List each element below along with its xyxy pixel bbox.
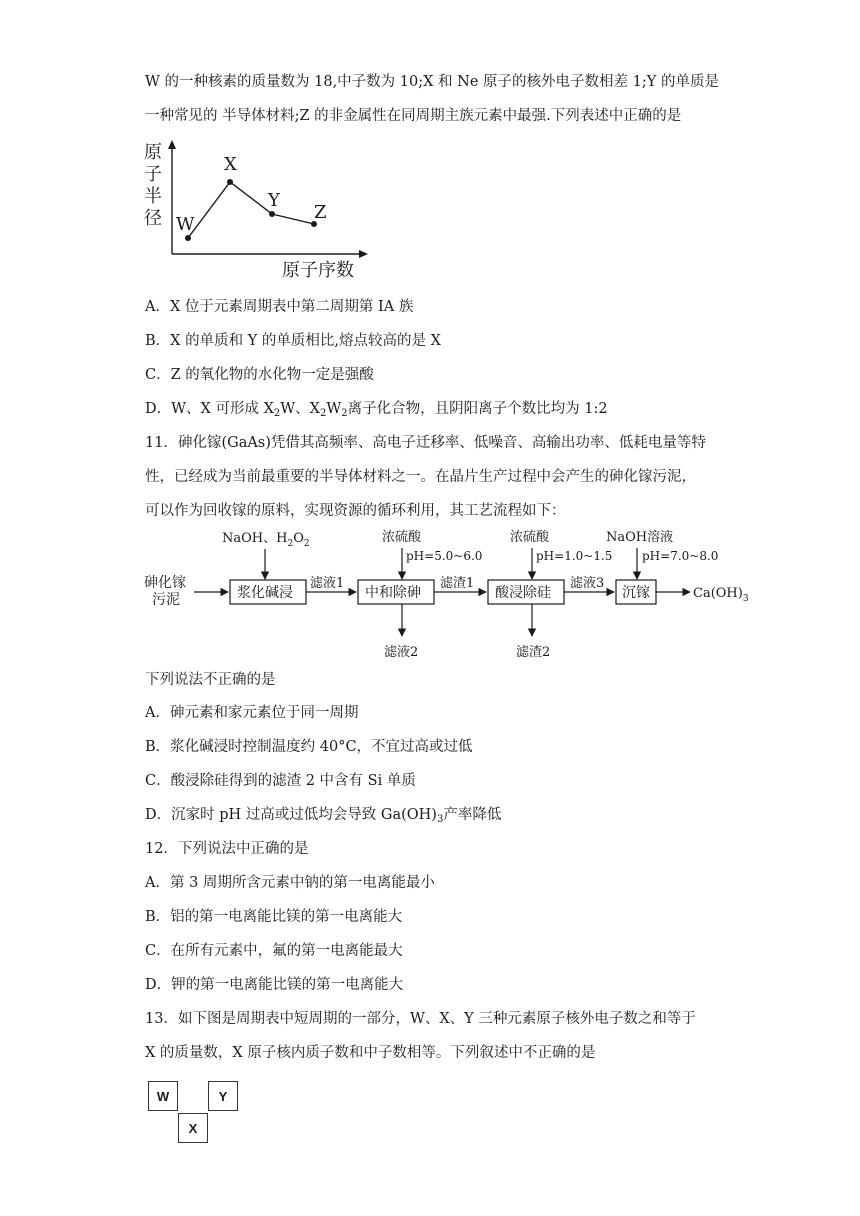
q12-option-a: A．第 3 周期所含元素中钠的第一电离能最小 <box>145 875 435 891</box>
q10-option-b: B．X 的单质和 Y 的单质相比,熔点较高的是 X <box>145 333 441 349</box>
flow-ph2: pH=5.0~6.0 <box>406 549 483 563</box>
q10-stem-line2: 一种常见的 半导体材料;Z 的非金属性在同周期主族元素中最强.下列表述中正确的是 <box>145 108 682 124</box>
flow-residue1: 滤渣1 <box>440 576 475 591</box>
flow-reagent3: 浓硫酸 <box>510 530 550 545</box>
flow-raw-line1: 砷化镓 <box>144 575 186 591</box>
periodic-cell-w: W <box>148 1081 178 1111</box>
q11-ask: 下列说法不正确的是 <box>145 672 276 688</box>
flow-reagent2: 浓硫酸 <box>382 530 422 545</box>
chart-xlabel: 原子序数 <box>282 260 354 281</box>
q10-option-a: A．X 位于元素周期表中第二周期第 IA 族 <box>145 299 414 315</box>
chart-point-label-w: W <box>176 214 195 235</box>
chart-series-line <box>188 182 314 238</box>
chart-ylabel-4: 径 <box>144 208 162 229</box>
q11-option-c: C．酸浸除硅得到的滤渣 2 中含有 Si 单质 <box>145 773 416 789</box>
chart-ylabel-3: 半 <box>144 186 162 207</box>
chart-point-w <box>185 235 191 241</box>
q12-option-d: D．钾的第一电离能比镁的第一电离能大 <box>145 977 404 993</box>
periodic-cell-y: Y <box>208 1081 238 1111</box>
flow-step3-label: 酸浸除硅 <box>495 585 551 601</box>
chart-point-x <box>227 179 233 185</box>
q11-option-b: B．浆化碱浸时控制温度约 40°C，不宜过高或过低 <box>145 739 473 755</box>
chart-point-label-x: X <box>224 154 237 175</box>
q13-stem-line2: X 的质量数，X 原子核内质子数和中子数相等。下列叙述中不正确的是 <box>145 1045 596 1061</box>
chart-ylabel-1: 原 <box>144 142 162 163</box>
flow-product: $Ca(OH)_3$ <box>693 586 749 604</box>
flow-reagent4: NaOH溶液 <box>606 530 674 545</box>
q13-stem-line1: 13．如下图是周期表中短周期的一部分，W、X、Y 三种元素原子核外电子数之和等于 <box>145 1011 696 1027</box>
flow-step2-label: 中和除砷 <box>365 585 421 601</box>
chart-y-arrow <box>168 140 176 149</box>
flow-filtrate3: 滤液3 <box>570 576 605 591</box>
chart-ylabel-2: 子 <box>144 164 162 185</box>
q11-stem-line1: 11．砷化镓(GaAs)凭借其高频率、高电子迁移率、低噪音、高输出功率、低耗电量等特 <box>145 435 706 451</box>
q11-stem-line3: 可以作为回收镓的原料，实现资源的循环利用，其工艺流程如下： <box>145 503 566 519</box>
periodic-cell-x: X <box>178 1113 208 1143</box>
q11-option-a: A．砷元素和家元素位于同一周期 <box>145 705 359 721</box>
flow-ph3: pH=1.0~1.5 <box>536 549 613 563</box>
q12-option-c: C．在所有元素中，氟的第一电离能最大 <box>145 943 403 959</box>
q10-option-c: C．Z 的氧化物的水化物一定是强酸 <box>145 367 374 383</box>
chart-point-label-y: Y <box>268 190 280 211</box>
flow-step1-label: 浆化碱浸 <box>237 585 293 601</box>
flow-step4-label: 沉镓 <box>622 585 650 601</box>
q11-option-d: D．沉家时 pH 过高或过低均会导致 $Ga(OH)_3$产率降低 <box>145 807 502 825</box>
q10-option-d: D．W、X 可形成 $X_2W$、$X_2W_2$离子化合物，且阴阳离子个数比均为 1:2 <box>145 401 608 419</box>
flow-filtrate1: 滤液1 <box>310 576 345 591</box>
q10-stem-line1: W 的一种核素的质量数为 18,中子数为 10;X 和 Ne 原子的核外电子数相差 1;Y 的单质是 <box>145 74 719 90</box>
chart-point-y <box>269 211 275 217</box>
chart-point-label-z: Z <box>314 202 327 223</box>
process-flow-diagram <box>140 524 760 666</box>
flow-reagent1: NaOH、$H_2O_2$ <box>222 531 310 549</box>
q12-stem: 12．下列说法中正确的是 <box>145 841 309 857</box>
q12-option-b: B．铝的第一电离能比镁的第一电离能大 <box>145 909 403 925</box>
atomic-radius-chart <box>140 138 380 283</box>
flow-raw-line2: 污泥 <box>152 592 180 608</box>
flow-filtrate2: 滤液2 <box>384 645 419 660</box>
flow-ph4: pH=7.0~8.0 <box>642 549 719 563</box>
chart-x-arrow <box>359 250 368 258</box>
q11-stem-line2: 性，已经成为当前最重要的半导体材料之一。在晶片生产过程中会产生的砷化镓污泥， <box>145 469 696 485</box>
flow-residue2: 滤渣2 <box>516 645 551 660</box>
